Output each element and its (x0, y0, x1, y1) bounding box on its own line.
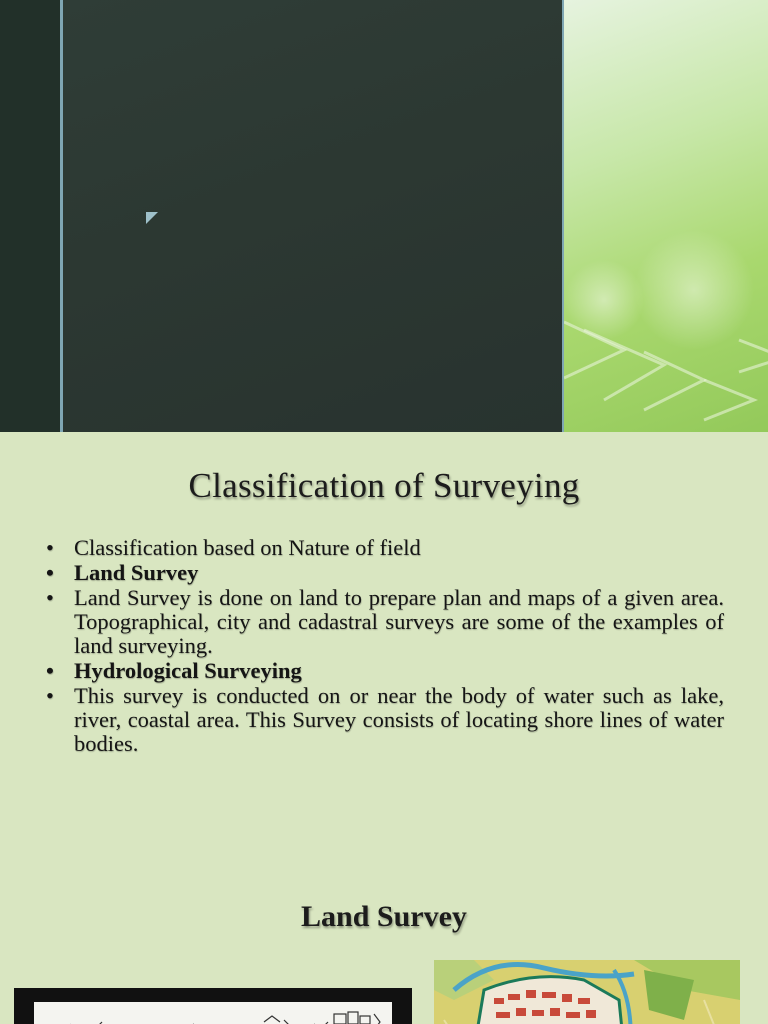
slide-title: Land Survey (301, 900, 467, 933)
classification-slide (0, 432, 768, 864)
sketch-survey-map-image (14, 988, 412, 1024)
bullet-item-heading: • Land Survey (44, 561, 724, 585)
land-survey-slide (0, 864, 768, 1024)
map-paper (34, 1002, 392, 1024)
title-panel (63, 0, 562, 432)
triangle-marker-icon (146, 212, 158, 224)
sketch-map-icon (34, 1002, 392, 1024)
left-band (0, 0, 60, 432)
bullet-item: • This survey is conducted on or near the body of water such as lake, river, coastal area. This Survey consists of locating shore lines of water bodies. (44, 684, 724, 756)
bullet-item: • Land Survey is done on land to prepare plan and maps of a given area. Topographical, city and cadastral surveys are some of the examples of land surveying. (44, 586, 724, 658)
slide-title: Classification of Surveying (188, 466, 580, 505)
city-survey-map-image (434, 960, 740, 1024)
chevron-pattern-icon (564, 0, 768, 432)
city-map-icon (434, 960, 740, 1024)
bullet-list (44, 536, 724, 757)
bullet-item: • Classification based on Nature of field (44, 536, 724, 560)
green-decor-panel (562, 0, 768, 432)
title-slide (0, 0, 768, 432)
bullet-item-heading: • Hydrological Surveying (44, 659, 724, 683)
